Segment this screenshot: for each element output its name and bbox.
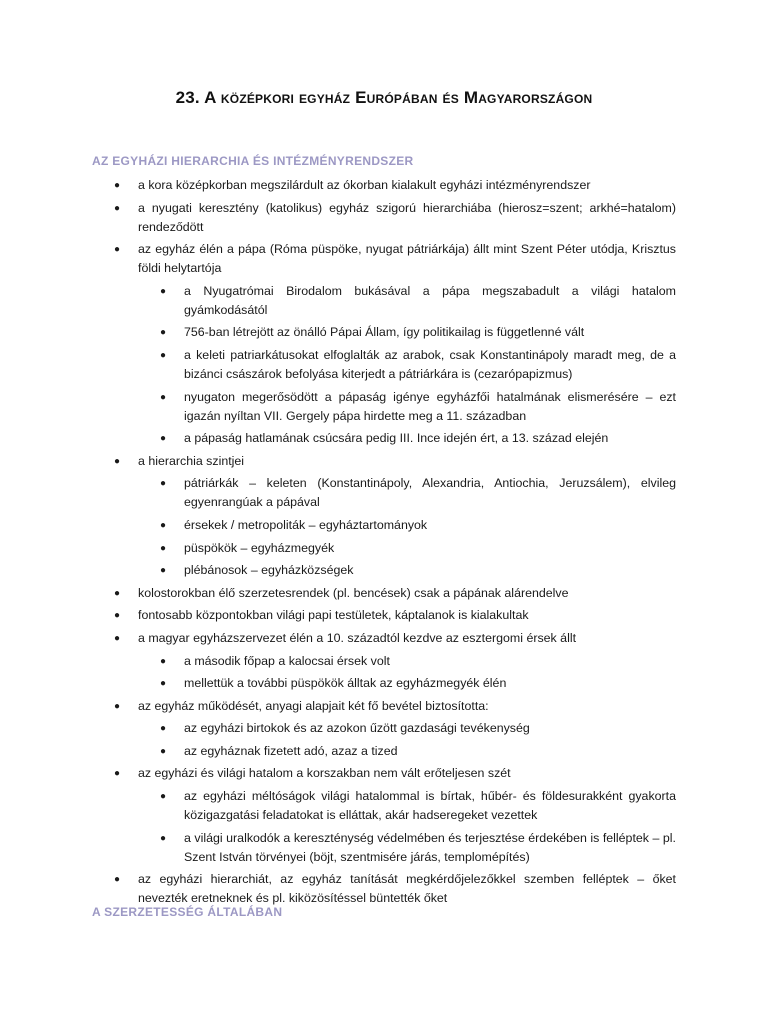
list-item-text: az egyházi és világi hatalom a korszakban nem vált erőteljesen szét xyxy=(138,766,511,781)
bullet-icon: ● xyxy=(114,768,121,780)
list-item-text: 756-ban létrejött az önálló Pápai Állam, így politikailag is függetlenné vált xyxy=(184,325,585,340)
list-item-text: a második főpap a kalocsai érsek volt xyxy=(184,653,390,668)
list-item-text: az egyháznak fizetett adó, azaz a tized xyxy=(184,743,398,758)
list-item xyxy=(92,674,676,693)
bullet-icon: ● xyxy=(114,700,121,712)
list-item xyxy=(92,282,676,320)
list-item xyxy=(92,388,676,426)
list-item-text: az egyházi hierarchiát, az egyház tanítását megkérdőjelezőkkel szemben felléptek – őket nevezték eretneknek és pl. kiközösítéssel büntették őket xyxy=(138,872,676,906)
bullet-icon: ● xyxy=(114,455,121,467)
list-item-text: a hierarchia szintjei xyxy=(138,453,245,468)
bullet-icon: ● xyxy=(160,519,167,531)
list-item-text: az egyházi birtokok és az azokon űzött gazdasági tevékenység xyxy=(184,721,530,736)
list-item-text: az egyházi méltóságok világi hatalommal is bírtak, hűbér- és földesurakként gyakorta közigazgatási feladatokat is elláttak, akár hadseregeket vezettek xyxy=(184,789,676,823)
section-heading-hierarchy: AZ EGYHÁZI HIERARCHIA ÉS INTÉZMÉNYRENDSZER xyxy=(92,154,414,168)
list-item xyxy=(92,764,676,783)
list-item xyxy=(92,323,676,342)
bullet-icon: ● xyxy=(114,180,121,191)
list-item-text: mellettük a további püspökök álltak az egyházmegyék élén xyxy=(184,676,507,691)
section-heading-monasticism: A SZERZETESSÉG ÁLTALÁBAN xyxy=(92,905,283,919)
list-item xyxy=(92,199,676,237)
bullet-icon: ● xyxy=(160,542,167,554)
list-item xyxy=(92,870,676,908)
bullet-icon: ● xyxy=(160,791,167,803)
list-item xyxy=(92,474,676,512)
bullet-icon: ● xyxy=(114,202,121,214)
list-item xyxy=(92,742,676,761)
list-item-text: pátriárkák – keleten (Konstantinápoly, Alexandria, Antiochia, Jeruzsálem), elvileg egyenrangúak a pápával xyxy=(184,476,676,510)
list-item-text: püspökök – egyházmegyék xyxy=(184,540,335,555)
list-item-text: nyugaton megerősödött a pápaság igénye egyházfői hatalmának elismerésére – ezt igazán nyíltan VII. Gergely pápa hirdette meg a 11. században xyxy=(184,389,676,423)
list-item xyxy=(92,561,676,580)
bullet-list xyxy=(92,176,676,912)
list-item-text: fontosabb központokban világi papi testületek, káptalanok is kialakultak xyxy=(138,608,529,623)
bullet-icon: ● xyxy=(160,723,167,735)
list-item-text: a magyar egyházszervezet élén a 10. századtól kezdve az esztergomi érsek állt xyxy=(138,630,577,645)
list-item xyxy=(92,429,676,448)
bullet-icon: ● xyxy=(160,745,167,757)
list-item xyxy=(92,719,676,738)
bullet-icon: ● xyxy=(114,244,121,256)
bullet-icon: ● xyxy=(114,587,121,599)
list-item-text: a Nyugatrómai Birodalom bukásával a pápa megszabadult a világi hatalom gyámkodásától xyxy=(184,283,676,317)
list-item xyxy=(92,240,676,278)
bullet-icon: ● xyxy=(160,391,167,403)
list-item xyxy=(92,584,676,603)
list-item-text: az egyház élén a pápa (Róma püspöke, nyugat pátriárkája) állt mint Szent Péter utódja, Krisztus földi helytartója xyxy=(138,242,676,276)
list-item xyxy=(92,176,676,195)
bullet-icon: ● xyxy=(114,632,121,644)
list-item xyxy=(92,829,676,867)
bullet-icon: ● xyxy=(160,565,167,577)
bullet-icon: ● xyxy=(160,349,167,361)
list-item xyxy=(92,539,676,558)
list-item xyxy=(92,606,676,625)
bullet-icon: ● xyxy=(160,655,167,667)
list-item-text: érsekek / metropoliták – egyháztartományok xyxy=(184,517,428,532)
list-item-text: kolostorokban élő szerzetesrendek (pl. bencések) csak a pápának alárendelve xyxy=(138,585,569,600)
list-item-text: a pápaság hatlamának csúcsára pedig III. Ince idején ért, a 13. század elején xyxy=(184,431,609,446)
list-item-text: az egyház működését, anyagi alapjait két fő bevétel biztosította: xyxy=(138,698,489,713)
list-item-text: a nyugati keresztény (katolikus) egyház szigorú hierarchiába (hierosz=szent; arkhé=hatalom) rendeződött xyxy=(138,200,676,234)
bullet-icon: ● xyxy=(160,327,167,339)
list-item-text: a keleti patriarkátusokat elfoglalták az arabok, csak Konstantinápoly maradt meg, de a bizánci császárok befolyása kiterjedt a pátriárkára is (cezarópapizmus) xyxy=(184,347,676,381)
item-list xyxy=(92,176,676,908)
list-item-text: plébánosok – egyházközségek xyxy=(184,563,354,578)
bullet-icon: ● xyxy=(160,478,167,490)
list-item xyxy=(92,452,676,471)
page-title: 23. A középkori egyház Európában és Magyarországon xyxy=(175,88,593,107)
list-item xyxy=(92,346,676,384)
list-item xyxy=(92,516,676,535)
bullet-icon: ● xyxy=(160,832,167,844)
list-item xyxy=(92,629,676,648)
list-item-text: a világi uralkodók a kereszténység védelmében és terjesztése érdekében is felléptek – pl. Szent István törvényei (böjt, szentmisére járás, templomépítés) xyxy=(184,830,676,864)
bullet-icon: ● xyxy=(160,678,167,690)
list-item xyxy=(92,652,676,671)
bullet-icon: ● xyxy=(160,433,167,445)
list-item-text: a kora középkorban megszilárdult az ókorban kialakult egyházi intézményrendszer xyxy=(138,178,591,192)
list-item xyxy=(92,787,676,825)
list-item xyxy=(92,697,676,716)
bullet-icon: ● xyxy=(114,610,121,622)
bullet-icon: ● xyxy=(160,285,167,297)
bullet-icon: ● xyxy=(114,874,121,886)
